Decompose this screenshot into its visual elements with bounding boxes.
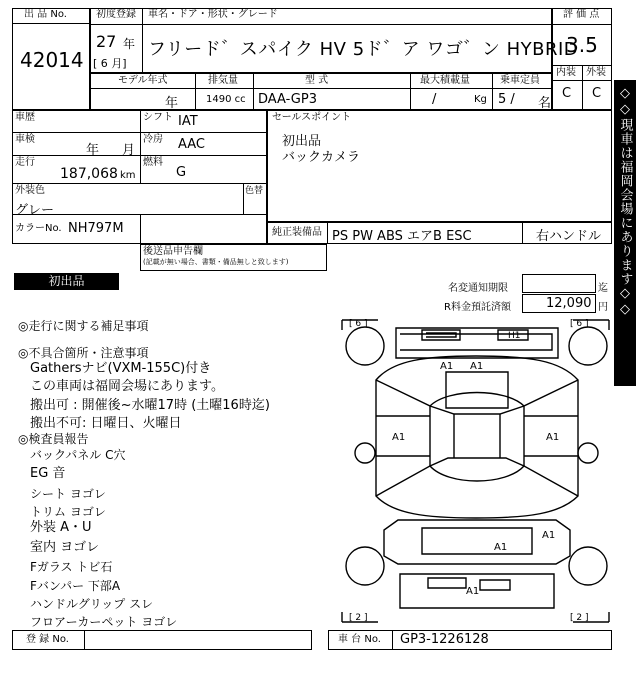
exterior-label: 外装 bbox=[586, 67, 606, 78]
car-name: フリード゛スパイク HV 5ド゛ア ワゴ゛ン HYBRID bbox=[148, 39, 579, 60]
inspector-line-1: バックパネル C穴 bbox=[30, 448, 126, 462]
color-value: グレー bbox=[15, 203, 55, 218]
diagram-mark-right-door: A1 bbox=[546, 432, 560, 443]
mileage-value: 187,068 bbox=[60, 166, 118, 182]
fuel-label: 燃料 bbox=[143, 157, 163, 168]
location-banner-text: ◇◇現車は福岡会場にあります◇◇ bbox=[617, 86, 633, 318]
score-value: 3.5 bbox=[566, 33, 598, 57]
model-year-unit: 年 bbox=[165, 96, 179, 111]
first-listing-badge: 初出品 bbox=[14, 273, 119, 290]
name-change-field bbox=[522, 274, 596, 293]
ac-label: 冷房 bbox=[143, 134, 163, 145]
mileage-label: 走行 bbox=[15, 157, 35, 168]
defect-line-4: 搬出不可: 日曜日、火曜日 bbox=[30, 416, 182, 431]
inspector-line-2: EG 音 bbox=[30, 466, 66, 481]
diagram-mark-rear-center-a1: A1 bbox=[494, 542, 508, 553]
load-value: / bbox=[432, 92, 437, 107]
diagram-mark-hood-a1-right: A1 bbox=[470, 361, 484, 372]
type-value: DAA-GP3 bbox=[258, 92, 317, 107]
displacement-label: 排気量 bbox=[208, 75, 238, 86]
chassis-label: 車 台 No. bbox=[338, 634, 381, 645]
interior-label: 内装 bbox=[556, 67, 576, 78]
diagram-corner-top-left: [ 6 ] bbox=[349, 319, 368, 329]
color-no-label: カラーNo. bbox=[15, 223, 62, 234]
model-year-label: モデル年式 bbox=[118, 75, 168, 86]
capacity-label: 乗車定員 bbox=[500, 75, 540, 86]
displacement-value: 1490 cc bbox=[206, 94, 246, 105]
color-change-label: 色替 bbox=[245, 186, 264, 196]
shift-value: IAT bbox=[178, 114, 198, 129]
diagram-corner-bottom-left: [ 2 ] bbox=[349, 613, 368, 623]
ac-value: AAC bbox=[178, 137, 205, 152]
defect-notes-header: ◎不具合箇所・注意事項 bbox=[18, 346, 149, 360]
driving-notes-header: ◎走行に関する補足事項 bbox=[18, 319, 149, 333]
location-banner bbox=[614, 80, 636, 386]
score-label: 評 価 点 bbox=[563, 9, 600, 20]
recycle-value: 12,090 bbox=[546, 296, 592, 311]
capacity-unit: 名 bbox=[538, 96, 552, 111]
diagram-mark-left-door: A1 bbox=[392, 432, 406, 443]
diagram-mark-hood-a1-left: A1 bbox=[440, 361, 454, 372]
mileage-unit: km bbox=[120, 170, 136, 181]
inspection-label: 車検 bbox=[15, 134, 35, 145]
defect-line-2: この車両は福岡会場にあります。 bbox=[30, 379, 224, 394]
equipment-value: PS PW ABS エアB ESC bbox=[332, 229, 472, 244]
diagram-mark-rear-bumper-a1: A1 bbox=[466, 586, 480, 597]
inspector-line-8: Fバンパー 下部A bbox=[30, 579, 121, 593]
diagram-corner-top-right: [ 6 ] bbox=[570, 319, 589, 329]
recycle-label: R料金預託済額 bbox=[444, 302, 511, 313]
diagram-mark-right-rear-a1: A1 bbox=[542, 530, 556, 541]
recycle-unit: 円 bbox=[598, 302, 608, 313]
car-name-label: 車名・ドア・形状・グレード bbox=[148, 9, 278, 20]
inspector-line-5: 外装 A・U bbox=[30, 520, 92, 535]
color-no-value: NH797M bbox=[68, 221, 124, 236]
lot-number: 42014 bbox=[20, 48, 84, 72]
name-change-label: 名変通知期限 bbox=[448, 283, 508, 294]
load-unit: Kg bbox=[474, 94, 487, 105]
inspector-line-4: トリム ヨゴレ bbox=[30, 505, 106, 519]
defect-line-3: 搬出可 : 開催後~水曜17時 (土曜16時迄) bbox=[30, 398, 270, 413]
chassis-value: GP3-1226128 bbox=[400, 632, 489, 647]
inspection-month: 月 bbox=[122, 143, 136, 158]
lot-label: 出 品 No. bbox=[24, 9, 67, 20]
capacity-value: 5 / bbox=[498, 92, 515, 107]
registration-label: 初度登録 bbox=[96, 9, 136, 20]
inspector-line-7: Fガラス トビ石 bbox=[30, 560, 113, 574]
registration-month: [ 6 月] bbox=[93, 57, 127, 70]
type-label: 型 式 bbox=[305, 75, 329, 86]
history-label: 車歴 bbox=[15, 112, 35, 123]
aftermarket-note: (記載が無い場合、書類・備品無しと致します) bbox=[143, 258, 289, 266]
interior-grade: C bbox=[562, 86, 572, 101]
registration-year-unit: 年 bbox=[123, 37, 136, 51]
inspector-notes-header: ◎検査員報告 bbox=[18, 432, 89, 446]
equipment-label: 純正装備品 bbox=[272, 227, 322, 238]
diagram-corner-bottom-right: [ 2 ] bbox=[570, 613, 589, 623]
car-damage-diagram bbox=[338, 316, 613, 626]
shift-label: シフト bbox=[143, 112, 173, 123]
steering-value: 右ハンドル bbox=[536, 229, 602, 244]
color-label: 外装色 bbox=[15, 185, 45, 196]
inspector-line-6: 室内 ヨゴレ bbox=[30, 540, 100, 555]
reg-no-label: 登 録 No. bbox=[26, 634, 69, 645]
inspector-line-3: シート ヨゴレ bbox=[30, 487, 106, 501]
registration-year: 27 bbox=[96, 32, 117, 51]
exterior-grade: C bbox=[592, 86, 602, 101]
diagram-mark-rear-h1: H1 bbox=[508, 331, 521, 341]
selling-points-label: セールスポイント bbox=[272, 112, 352, 123]
name-change-unit: 迄 bbox=[598, 283, 608, 294]
fuel-value: G bbox=[176, 165, 187, 180]
aftermarket-label: 後送品申告欄 bbox=[143, 246, 203, 257]
selling-point-1: 初出品 bbox=[282, 134, 322, 149]
inspection-year: 年 bbox=[86, 143, 100, 158]
selling-point-2: バックカメラ bbox=[282, 150, 361, 165]
inspector-line-9: ハンドルグリップ スレ bbox=[30, 597, 154, 611]
selling-points-box bbox=[267, 110, 612, 222]
defect-line-1: Gathersナビ(VXM-155C)付き bbox=[30, 361, 212, 376]
inspector-line-10: フロアーカーペット ヨゴレ bbox=[30, 615, 178, 629]
load-label: 最大積載量 bbox=[420, 75, 470, 86]
